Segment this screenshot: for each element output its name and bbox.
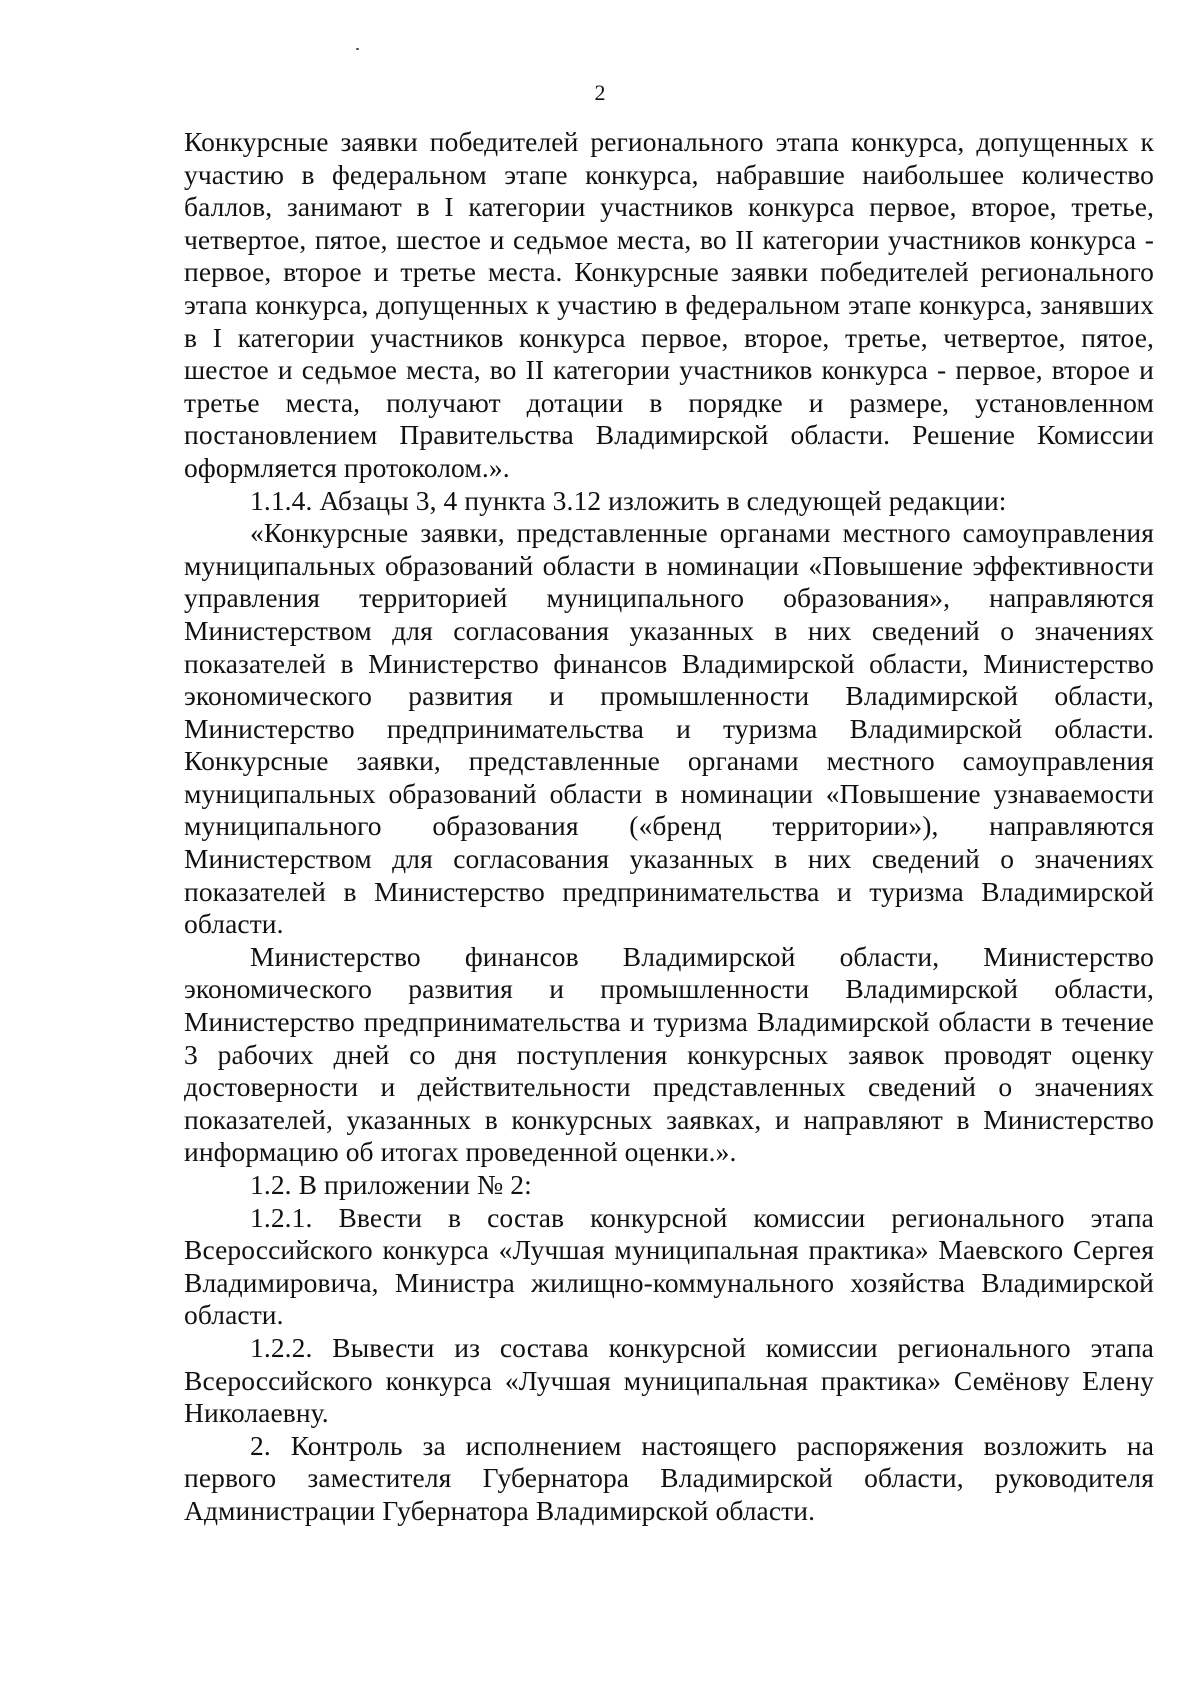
paragraph-ministries-assessment: Министерство финансов Владимирской области, Министерство экономического развития и промышленности Владимирской области, Министерство предпринимательства и туризма Владимирской области в течение 3 рабочих дней со дня поступления конкурсных заявок проводят оценку достоверности и действительности представленных сведений о значениях показателей, указанных в конкурсных заявках, и направляют в Министерство информацию об итогах проведенной оценки.». xyxy=(184,940,1154,1168)
scan-speck xyxy=(356,48,359,50)
paragraph-applications-routing: «Конкурсные заявки, представленные органами местного самоуправления муниципальных образований области в номинации «Повышение эффективности управления территорией муниципального образования», направляются Министерством для согласования указанных в них сведений о значениях показателей в Министерство финансов Владимирской области, Министерство экономического развития и промышленности Владимирской области, Министерство предпринимательства и туризма Владимирской области. Конкурсные заявки, представленные органами местного самоуправления муниципальных образований области в номинации «Повышение узнаваемости муниципального образования («бренд территории»), направляются Министерством для согласования указанных в них сведений о значениях показателей в Министерство предпринимательства и туризма Владимирской области. xyxy=(184,517,1154,940)
paragraph-1-2-1: 1.2.1. Ввести в состав конкурсной комиссии регионального этапа Всероссийского конкурса «Лучшая муниципальная практика» Маевского Сергея Владимировича, Министра жилищно-коммунального хозяйства Владимирской области. xyxy=(184,1201,1154,1331)
paragraph-1-1-4: 1.1.4. Абзацы 3, 4 пункта 3.12 изложить в следующей редакции: xyxy=(250,484,1007,516)
document-body xyxy=(184,126,1154,1528)
page-number: 2 xyxy=(594,80,606,105)
paragraph-1-2: 1.2. В приложении № 2: xyxy=(250,1169,532,1200)
paragraph-competition-results: Конкурсные заявки победителей регионального этапа конкурса, допущенных к участию в федеральном этапе конкурса, набравшие наибольшее количество баллов, занимают в I категории участников конкурса первое, второе, третье, четвертое, пятое, шестое и седьмое места, во II категории участников конкурса - первое, второе и третье места. Конкурсные заявки победителей регионального этапа конкурса, допущенных к участию в федеральном этапе конкурса, занявших в I категории участников конкурса первое, второе, третье, четвертое, пятое, шестое и седьмое места, во II категории участников конкурса - первое, второе и третье места, получают дотации в порядке и размере, установленном постановлением Правительства Владимирской области. Решение Комиссии оформляется протоколом.». xyxy=(184,126,1154,483)
paragraph-1-2-2: 1.2.2. Вывести из состава конкурсной комиссии регионального этапа Всероссийского конкурса «Лучшая муниципальная практика» Семёнову Елену Николаевну. xyxy=(184,1331,1154,1429)
paragraph-2-control: 2. Контроль за исполнением настоящего распоряжения возложить на первого заместителя Губернатора Владимирской области, руководителя Администрации Губернатора Владимирской области. xyxy=(184,1429,1154,1526)
